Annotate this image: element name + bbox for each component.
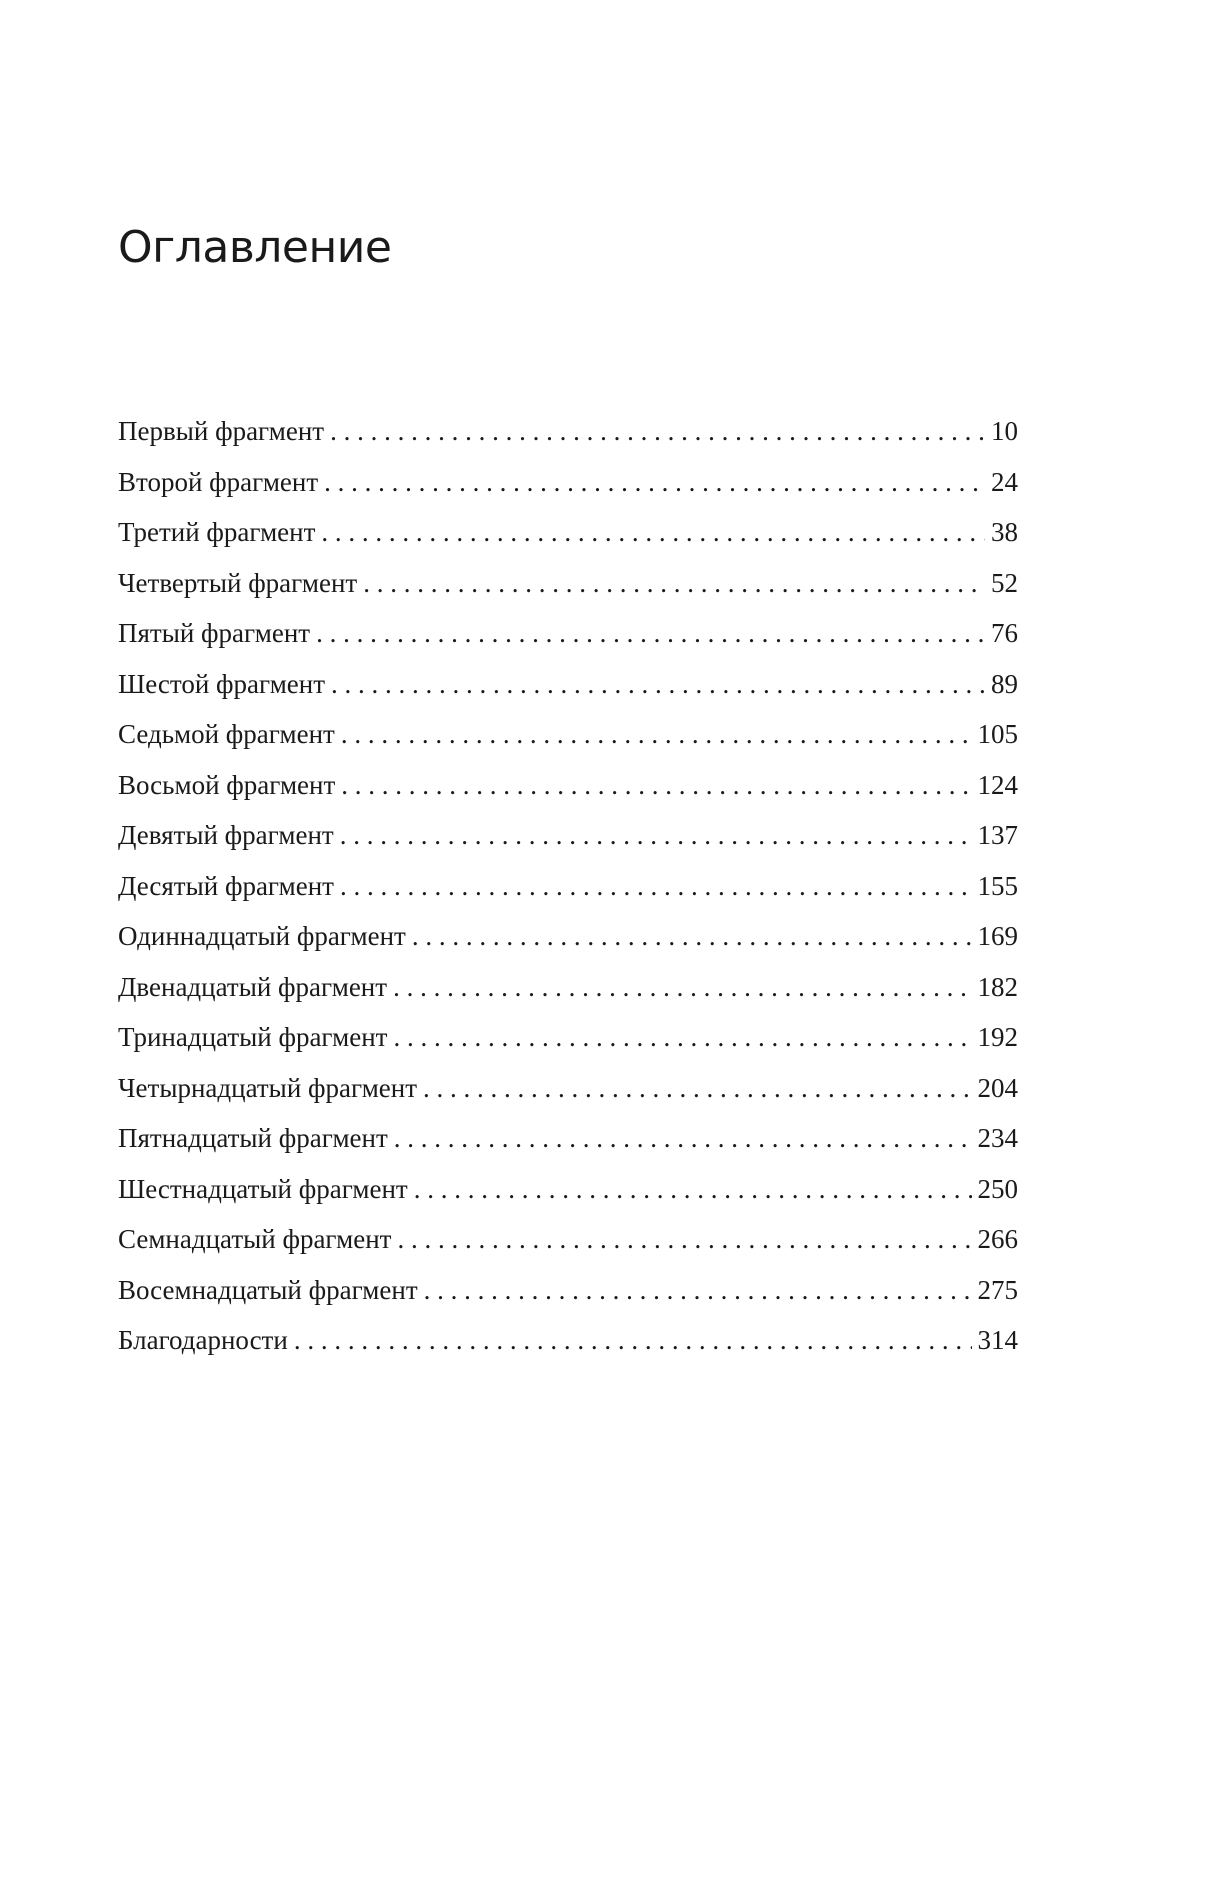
toc-entry-page: 24	[991, 466, 1018, 497]
toc-entry-label: Шестнадцатый фрагмент	[118, 1173, 408, 1204]
toc-entry[interactable]	[118, 1164, 1018, 1215]
toc-entry-page: 169	[977, 921, 1018, 951]
toc-entry-label: Седьмой фрагмент	[118, 719, 335, 749]
toc-entry-label: Второй фрагмент	[118, 466, 319, 497]
dot-leader	[324, 457, 985, 507]
toc-entry-label: Благодарности	[118, 1325, 288, 1355]
toc-entry-label: Третий фрагмент	[118, 517, 316, 547]
dot-leader	[412, 911, 972, 961]
dot-leader	[341, 709, 972, 759]
dot-leader	[321, 507, 985, 557]
toc-entry-label: Первый фрагмент	[118, 416, 325, 446]
dot-leader	[331, 659, 985, 709]
toc-entry-page: 155	[977, 870, 1018, 901]
toc-entry-page: 38	[991, 517, 1018, 547]
toc-entry-page: 105	[977, 719, 1018, 749]
toc-entry[interactable]	[118, 760, 1018, 811]
toc-entry[interactable]	[118, 911, 1018, 962]
toc-entry[interactable]	[118, 1063, 1018, 1114]
toc-entry-label: Семнадцатый фрагмент	[118, 1224, 392, 1254]
toc-entry-page: 76	[991, 618, 1018, 648]
dot-leader	[341, 760, 971, 810]
dot-leader	[316, 608, 985, 658]
toc-entry[interactable]	[118, 457, 1018, 508]
table-of-contents	[118, 406, 1018, 1366]
toc-entry-page: 204	[977, 1072, 1018, 1103]
toc-entry-label: Пятнадцатый фрагмент	[118, 1123, 388, 1153]
dot-leader	[340, 810, 972, 860]
toc-entry[interactable]	[118, 406, 1018, 457]
dot-leader	[423, 1063, 971, 1113]
toc-entry[interactable]	[118, 810, 1018, 861]
toc-entry[interactable]	[118, 558, 1018, 609]
toc-entry-label: Четырнадцатый фрагмент	[118, 1072, 418, 1103]
toc-entry[interactable]	[118, 507, 1018, 558]
toc-entry[interactable]	[118, 709, 1018, 760]
toc-entry-label: Девятый фрагмент	[118, 820, 334, 850]
toc-entry-page: 234	[977, 1123, 1018, 1153]
dot-leader	[414, 1164, 972, 1214]
dot-leader	[393, 962, 971, 1012]
dot-leader	[330, 406, 985, 456]
toc-entry-page: 124	[977, 769, 1018, 800]
dot-leader	[424, 1265, 972, 1315]
toc-entry[interactable]	[118, 1265, 1018, 1316]
toc-entry-label: Тринадцатый фрагмент	[118, 1022, 388, 1052]
page-title: Оглавление	[118, 222, 392, 273]
toc-entry-label: Восемнадцатый фрагмент	[118, 1274, 418, 1305]
toc-entry-page: 250	[977, 1173, 1018, 1204]
dot-leader	[363, 558, 985, 608]
toc-entry-page: 10	[991, 416, 1018, 446]
toc-entry-page: 275	[977, 1274, 1018, 1305]
dot-leader	[394, 1113, 972, 1163]
dot-leader	[294, 1315, 972, 1365]
toc-entry-page: 137	[977, 820, 1018, 850]
toc-entry-label: Четвертый фрагмент	[118, 567, 358, 598]
toc-entry-page: 89	[991, 668, 1018, 699]
toc-entry-label: Десятый фрагмент	[118, 870, 334, 901]
toc-entry[interactable]	[118, 1214, 1018, 1265]
dot-leader	[393, 1012, 971, 1062]
toc-entry-page: 52	[991, 567, 1018, 598]
toc-entry[interactable]	[118, 962, 1018, 1013]
toc-entry[interactable]	[118, 1113, 1018, 1164]
toc-entry-label: Пятый фрагмент	[118, 618, 311, 648]
toc-entry[interactable]	[118, 659, 1018, 710]
toc-entry-label: Восьмой фрагмент	[118, 769, 336, 800]
toc-entry-page: 266	[977, 1224, 1018, 1254]
toc-entry-label: Двенадцатый фрагмент	[118, 971, 388, 1002]
toc-entry-label: Одиннадцатый фрагмент	[118, 921, 406, 951]
dot-leader	[397, 1214, 971, 1264]
toc-entry-page: 182	[977, 971, 1018, 1002]
toc-entry[interactable]	[118, 861, 1018, 912]
toc-entry-page: 314	[977, 1325, 1018, 1355]
dot-leader	[340, 861, 972, 911]
toc-entry-page: 192	[977, 1022, 1018, 1052]
toc-entry[interactable]	[118, 608, 1018, 659]
toc-entry[interactable]	[118, 1012, 1018, 1063]
toc-entry[interactable]	[118, 1315, 1018, 1366]
toc-entry-label: Шестой фрагмент	[118, 668, 326, 699]
